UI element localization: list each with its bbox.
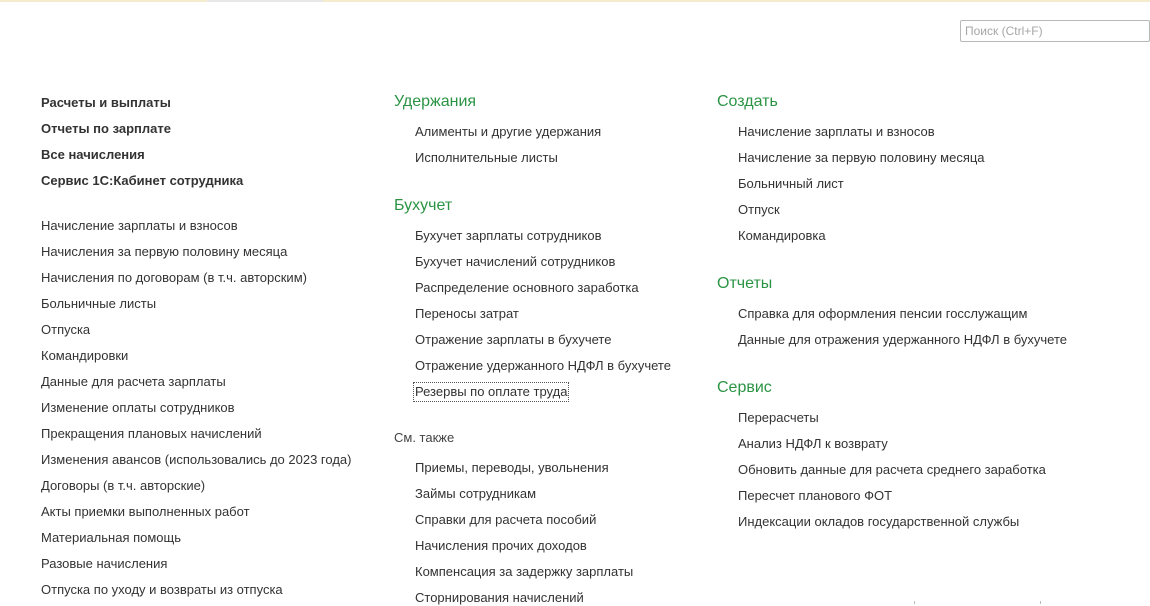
link-raschety-i-vyplaty[interactable]: Расчеты и выплаты bbox=[41, 95, 171, 110]
list-item[interactable]: Начисление за первую половину месяца bbox=[738, 150, 985, 165]
list-item[interactable]: Бухучет зарплаты сотрудников bbox=[415, 228, 602, 243]
list-item[interactable]: Приемы, переводы, увольнения bbox=[415, 460, 609, 475]
list-item[interactable]: Изменение оплаты сотрудников bbox=[41, 400, 235, 415]
section-heading-uderzhaniya: Удержания bbox=[394, 93, 477, 110]
list-item[interactable]: Отпуска по уходу и возвраты из отпуска bbox=[41, 582, 283, 597]
section-heading-see-also: См. также bbox=[394, 430, 455, 445]
list-item[interactable]: Больничные листы bbox=[41, 296, 157, 311]
list-item[interactable]: Отражение удержанного НДФЛ в бухучете bbox=[415, 358, 671, 373]
list-item[interactable]: Справки для расчета пособий bbox=[415, 512, 597, 527]
list-item[interactable]: Займы сотрудникам bbox=[415, 486, 537, 501]
list-item[interactable]: Начисления прочих доходов bbox=[415, 538, 587, 553]
list-item[interactable]: Распределение основного заработка bbox=[415, 280, 639, 295]
top-border bbox=[0, 0, 1150, 2]
list-item[interactable]: Больничный лист bbox=[738, 176, 844, 191]
list-item[interactable]: Бухучет начислений сотрудников bbox=[415, 254, 616, 269]
list-item[interactable]: Данные для расчета зарплаты bbox=[41, 374, 226, 389]
list-item[interactable]: Исполнительные листы bbox=[415, 150, 558, 165]
list-item[interactable]: Начисление зарплаты и взносов bbox=[738, 124, 935, 139]
list-item[interactable]: Начисление зарплаты и взносов bbox=[41, 218, 238, 233]
list-item[interactable]: Командировки bbox=[41, 348, 129, 363]
link-servis-kabinet-sotrudnika[interactable]: Сервис 1С:Кабинет сотрудника bbox=[41, 173, 244, 188]
list-item[interactable]: Обновить данные для расчета среднего заработка bbox=[738, 462, 1046, 477]
list-item[interactable]: Сторнирования начислений bbox=[415, 590, 584, 605]
list-item[interactable]: Пересчет планового ФОТ bbox=[738, 488, 893, 503]
list-item[interactable]: Договоры (в т.ч. авторские) bbox=[41, 478, 206, 493]
list-item[interactable]: Изменения авансов (использовались до 2023 года) bbox=[41, 452, 352, 467]
section-heading-sozdat: Создать bbox=[717, 93, 778, 110]
list-item[interactable]: Компенсация за задержку зарплаты bbox=[415, 564, 634, 579]
active-tab-indicator bbox=[207, 0, 323, 2]
list-item[interactable]: Переносы затрат bbox=[415, 306, 519, 321]
section-heading-otchety: Отчеты bbox=[717, 275, 773, 292]
search-input[interactable] bbox=[960, 20, 1150, 42]
list-item[interactable]: Командировка bbox=[738, 228, 826, 243]
list-item[interactable]: Акты приемки выполненных работ bbox=[41, 504, 250, 519]
list-item[interactable]: Данные для отражения удержанного НДФЛ в бухучете bbox=[738, 332, 1067, 347]
list-item[interactable]: Материальная помощь bbox=[41, 530, 182, 545]
link-otchety-po-zarplate[interactable]: Отчеты по зарплате bbox=[41, 121, 171, 136]
list-item[interactable]: Прекращения плановых начислений bbox=[41, 426, 262, 441]
list-item[interactable]: Индексации окладов государственной службы bbox=[738, 514, 1020, 529]
section-heading-servis: Сервис bbox=[717, 379, 772, 396]
list-item[interactable]: Отпуск bbox=[738, 202, 780, 217]
list-item[interactable]: Отпуска bbox=[41, 322, 91, 337]
list-item[interactable]: Начисления по договорам (в т.ч. авторским) bbox=[41, 270, 307, 285]
list-item[interactable]: Анализ НДФЛ к возврату bbox=[738, 436, 888, 451]
list-item[interactable]: Алименты и другие удержания bbox=[415, 124, 602, 139]
list-item[interactable]: Справка для оформления пенсии госслужащим bbox=[738, 306, 1028, 321]
list-item[interactable]: Начисления за первую половину месяца bbox=[41, 244, 288, 259]
list-item[interactable]: Перерасчеты bbox=[738, 410, 819, 425]
section-heading-buhuchet: Бухучет bbox=[394, 197, 453, 214]
list-item-focused[interactable]: Резервы по оплате труда bbox=[415, 384, 568, 399]
list-item[interactable]: Отражение зарплаты в бухучете bbox=[415, 332, 612, 347]
list-item[interactable]: Разовые начисления bbox=[41, 556, 168, 571]
link-vse-nachisleniya[interactable]: Все начисления bbox=[41, 147, 145, 162]
